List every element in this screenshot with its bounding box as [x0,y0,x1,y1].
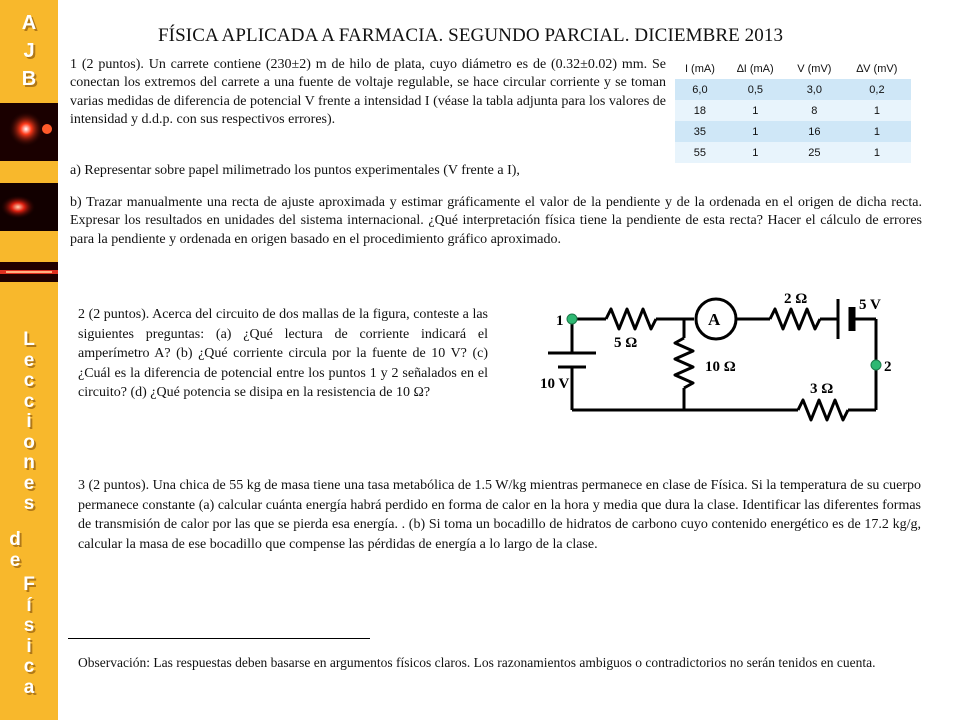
table-cell: 8 [811,104,818,117]
table-header: I (mA) [684,62,715,75]
sidebar-letter: e [23,472,35,494]
sidebar-letter: e [23,349,35,371]
problem-1-part-a: a) Representar sobre papel milimetrado los puntos experimentales (V frente a I), [70,163,520,178]
table-row [675,100,911,121]
table-cell: 18 [693,104,707,117]
footnote-divider [68,638,370,639]
table-cell: 1 [752,104,759,117]
laser-image-1 [0,103,58,161]
table-cell: 16 [808,125,821,138]
table-header: V (mV) [797,62,832,75]
sidebar-letter: F [23,574,35,595]
spectrum-lines [0,262,58,282]
page-title: FÍSICA APLICADA A FARMACIA. SEGUNDO PARCIAL. DICIEMBRE 2013 [158,25,784,46]
spectrum-image [0,262,58,282]
table-cell: 35 [693,125,707,138]
circuit-diagram [520,285,900,425]
problem-1-part-b: b) Trazar manualmente una recta de ajuste aproximada y estimar gráficamente el valor de la pendiente y de la ordenada en el origen de dicha recta. Expresar los resultados en unidades del sistema internacional. ¿Qué interpretación física tiene la pendiente de esta recta? Hacer el cálculo de errores para la pendiente y ordenada en origen basado en el procedimiento gráfico aproximado. [70,195,922,247]
sidebar-letter: d [9,529,21,550]
logo-letter-b: B [21,68,37,90]
resistor-2-ohm-label: 2 Ω [784,291,808,307]
sidebar-letter: i [26,411,32,432]
table-cell: 1 [873,104,880,117]
problem-1-text: 1 (2 puntos). Un carrete contiene (230±2) m de hilo de plata, cuyo diámetro es de (0.32±0.02) mm. Se conectan los extremos del carrete a una fuente de voltaje regulable, se hace circular corriente y se toman varias medidas de diferencia de potencial V frente a intensidad I (véase la tabla adjunta para los valores de intensidad y d.d.p. con sus respectivos errores). [70,57,666,128]
table-cell: 1 [752,125,759,138]
table-row [675,121,911,142]
sidebar-letter: i [26,635,32,657]
sidebar-word-lecciones [0,330,58,515]
sidebar-letter: n [23,452,35,473]
battery-5v-label: 5 V [859,297,881,313]
sidebar-word-fisica [0,575,58,698]
problem-3-text: 3 (2 puntos). Una chica de 55 kg de masa tiene una tasa metabólica de 1.5 W/kg mientras permanece en clase de Física. Si la temperatura de su cuerpo permanece constante (a) calcular cuánta energía habrá perdido en forma de calor en la hora y media que dura la clase. Identificar las diferentes formas de transmisión de calor por las que se pierda esa energía. . (b) Si toma un bocadillo de hidratos de carbono cuyo contenido energético es de 17.2 kg/g, calcular la masa de ese bocadillo que compense las pérdidas de energía a lo largo de la clase. [78,478,921,552]
sidebar-letter: s [23,615,35,636]
laser-image-2 [0,183,58,231]
sidebar-letter: c [23,656,35,677]
table-cell: 1 [752,146,759,159]
sidebar-letter: s [23,493,35,514]
table-cell: 0,2 [869,83,885,96]
sidebar-letter: í [26,594,32,616]
resistor-5-ohm [606,309,656,329]
resistor-5-ohm-label: 5 Ω [614,335,638,351]
data-table [675,58,911,163]
node-1-marker [567,314,577,324]
resistor-3-ohm [798,400,848,420]
sidebar-letter: c [23,370,35,391]
resistor-2-ohm [770,309,820,329]
logo-letter-a: A [21,12,37,34]
table-cell: 55 [693,146,707,159]
node-1-label: 1 [556,313,564,329]
laser-glow-1 [0,103,58,161]
node-2-label: 2 [884,359,892,375]
sidebar-letter: L [23,329,35,350]
resistor-10-ohm-label: 10 Ω [705,359,736,375]
sidebar-letter: o [23,431,35,453]
table-header: ∆V (mV) [856,62,898,75]
sidebar-letter: a [23,676,35,698]
resistor-3-ohm-label: 3 Ω [810,381,834,397]
table-header: ∆I (mA) [737,62,774,75]
table-row [675,142,911,163]
sidebar [0,0,58,720]
laser-glow-2 [0,183,58,231]
table-cell: 0,5 [747,83,763,96]
sidebar-word-de [0,530,44,571]
logo-letter-j: J [23,40,35,62]
footnote-observation: Observación: Las respuestas deben basarse en argumentos físicos claros. Los razonamientos ambiguos o contradictorios no serán tenidos en cuenta. [78,655,876,670]
table-row [675,79,911,100]
sidebar-letter: e [9,549,21,571]
node-2-marker [871,360,881,370]
table-cell: 6,0 [692,83,708,96]
table-cell: 1 [873,146,880,159]
problem-2-text: 2 (2 puntos). Acerca del circuito de dos mallas de la figura, conteste a las siguientes preguntas: (a) ¿Qué lectura de corriente indicará el amperímetro A? (b) ¿Qué corriente circula por la fuente de 10 V? (c) ¿Cuál es la diferencia de potencial entre los puntos 1 y 2 señalados en el circuito? (d) ¿Qué potencia se disipa en la resistencia de 10 Ω? [78,307,488,400]
battery-10v-label: 10 V [540,376,570,392]
table-header-row [675,58,911,79]
table-cell: 1 [873,125,880,138]
sidebar-letter: c [23,390,35,412]
resistor-10-ohm [675,338,693,388]
ammeter-label: A [708,310,721,329]
table-cell: 3,0 [806,83,822,96]
table-cell: 25 [808,146,821,159]
